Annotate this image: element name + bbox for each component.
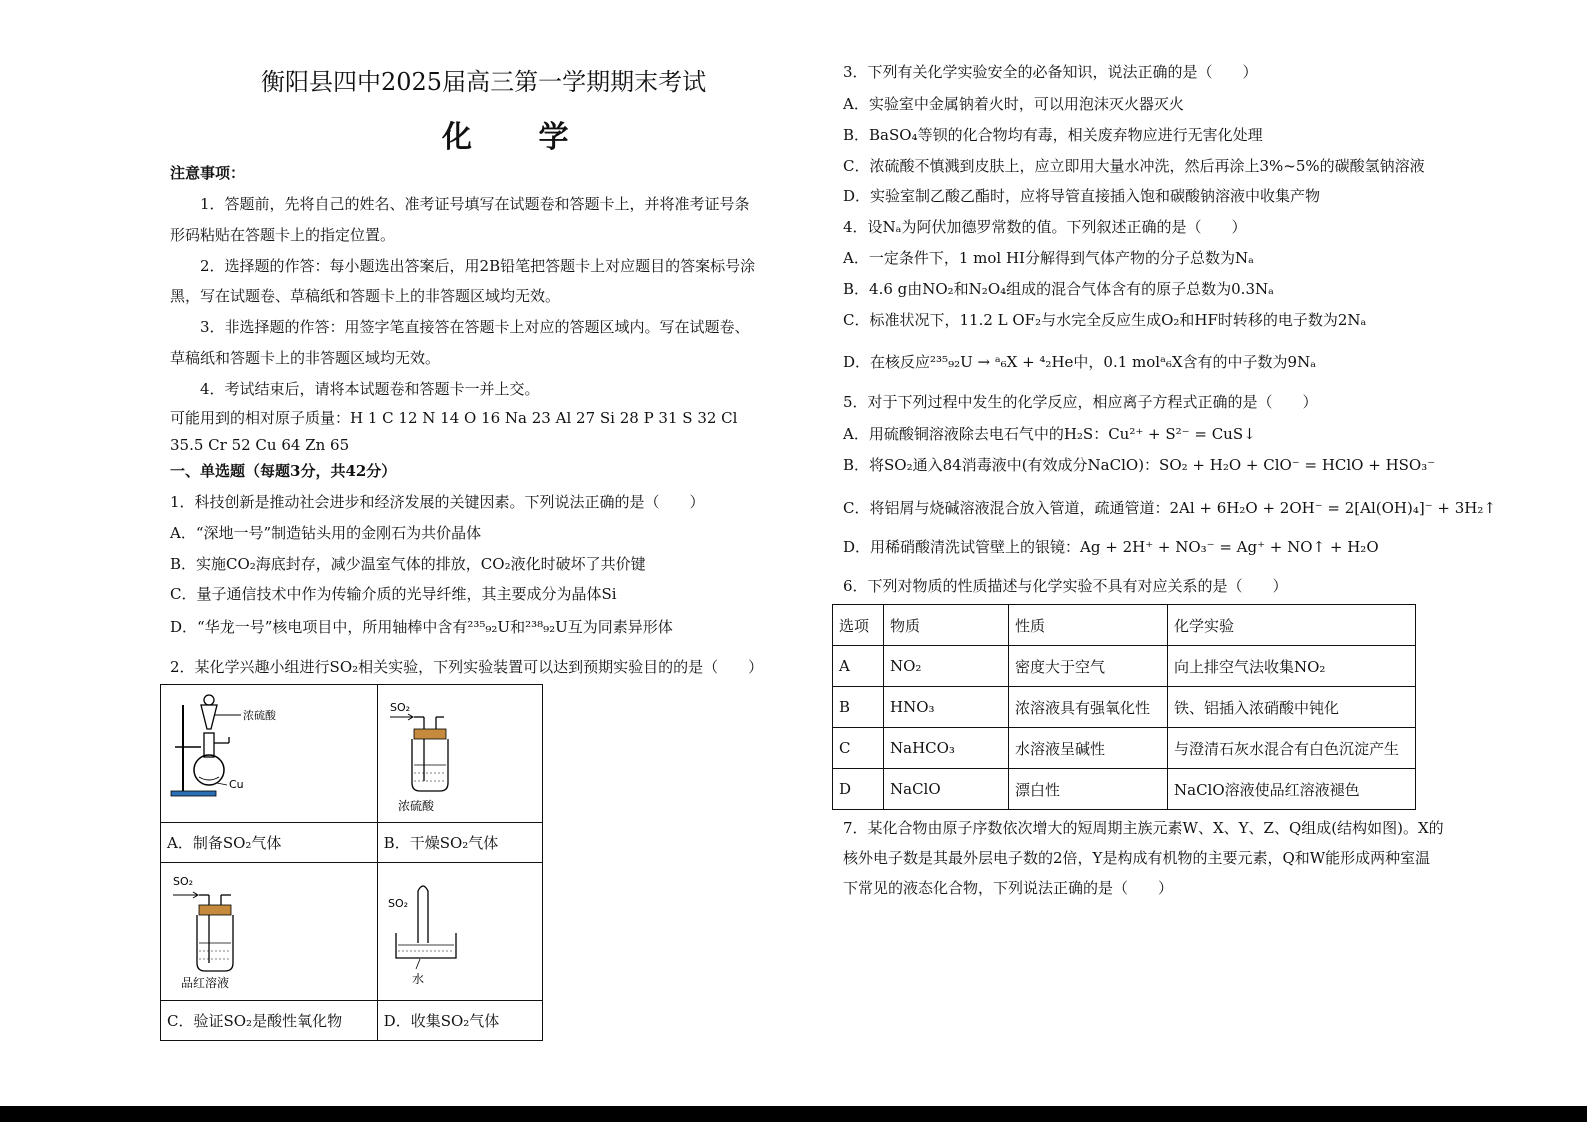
atomic-masses: 可能用到的相对原子质量：H 1 C 12 N 14 O 16 Na 23 Al 27 Si 28 P 31 S 32 Cl <box>170 409 738 427</box>
q6-header-substance: 物质 <box>884 605 1009 646</box>
q6-cell: 密度大于空气 <box>1009 646 1168 687</box>
q4-option-d: D．在核反应²³⁵₉₂U → ᵃ₆X + ⁴₂He中，0.1 molᵃ₆X含有的中子数为9Nₐ <box>843 353 1317 371</box>
q6-cell: NaClO溶液使品红溶液褪色 <box>1168 769 1416 810</box>
label-so2-d: SO₂ <box>387 897 408 910</box>
q5-option-d: D．用稀硝酸清洗试管壁上的银镜：Ag + 2H⁺ + NO₃⁻ = Ag⁺ + NO↑ + H₂O <box>843 538 1379 556</box>
q6-header-experiment: 化学实验 <box>1168 605 1416 646</box>
q1-option-d: D．“华龙一号”核电项目中，所用轴棒中含有²³⁵₉₂U和²³⁸₉₂U互为同素异形体 <box>170 618 673 636</box>
q4-option-b: B．4.6 g由NO₂和N₂O₄组成的混合气体含有的原子总数为0.3Nₐ <box>843 280 1274 298</box>
label-so2-c: SO₂ <box>173 875 194 888</box>
apparatus-c-figure <box>161 863 371 996</box>
q6-cell: 水溶液呈碱性 <box>1009 728 1168 769</box>
q2-apparatus-table <box>160 684 543 1041</box>
label-cu: Cu <box>229 778 244 791</box>
q6-cell: 漂白性 <box>1009 769 1168 810</box>
q1-option-a: A．“深地一号”制造钻头用的金刚石为共价晶体 <box>170 524 482 542</box>
q7-stem-line3: 下常见的液态化合物，下列说法正确的是（ ） <box>843 879 1174 897</box>
q2-cell-b-figure <box>377 685 542 823</box>
q2-option-b: B．干燥SO₂气体 <box>377 823 542 863</box>
q6-cell: A <box>833 646 884 687</box>
q7-stem-line2: 核外电子数是其最外层电子数的2倍，Y是构成有机物的主要元素，Q和W能形成两种室温 <box>843 849 1431 867</box>
notes-item: 黑，写在试题卷、草稿纸和答题卡上的非答题区域均无效。 <box>170 287 561 305</box>
q4-stem: 4．设Nₐ为阿伏加德罗常数的值。下列叙述正确的是（ ） <box>843 218 1247 236</box>
q6-cell: 浓溶液具有强氧化性 <box>1009 687 1168 728</box>
q6-header-property: 性质 <box>1009 605 1168 646</box>
apparatus-b-figure <box>378 685 538 818</box>
label-conc-h2so4: 浓硫酸 <box>243 709 276 722</box>
q2-cell-d-figure <box>377 863 542 1001</box>
q6-cell: B <box>833 687 884 728</box>
notes-item: 形码粘贴在答题卡上的指定位置。 <box>170 226 396 244</box>
notes-heading: 注意事项： <box>170 164 246 182</box>
q2-option-a: A．制备SO₂气体 <box>161 823 378 863</box>
notes-item: 1．答题前，先将自己的姓名、准考证号填写在试题卷和答题卡上，并将准考证号条 <box>200 195 750 213</box>
label-pinred: 品红溶液 <box>181 976 230 990</box>
q6-cell: D <box>833 769 884 810</box>
q3-stem: 3．下列有关化学实验安全的必备知识，说法正确的是（ ） <box>843 63 1258 81</box>
subject-title: 化 学 <box>442 120 597 155</box>
q4-option-a: A．一定条件下，1 mol HI分解得到气体产物的分子总数为Nₐ <box>843 249 1254 267</box>
q4-option-c: C．标准状况下，11.2 L OF₂与水完全反应生成O₂和HF时转移的电子数为2Nₐ <box>843 311 1367 329</box>
q6-cell: 铁、铝插入浓硝酸中钝化 <box>1168 687 1416 728</box>
label-dry-acid: 浓硫酸 <box>397 799 434 813</box>
q6-stem: 6．下列对物质的性质描述与化学实验不具有对应关系的是（ ） <box>843 577 1288 595</box>
q2-option-c: C．验证SO₂是酸性氧化物 <box>161 1001 378 1041</box>
q5-stem: 5．对于下列过程中发生的化学反应，相应离子方程式正确的是（ ） <box>843 393 1318 411</box>
page-bottom-border <box>0 1106 1587 1122</box>
notes-item: 4．考试结束后，请将本试题卷和答题卡一并上交。 <box>200 380 540 398</box>
q6-cell: 与澄清石灰水混合有白色沉淀产生 <box>1168 728 1416 769</box>
q2-cell-a-figure <box>161 685 378 823</box>
q6-header-option: 选项 <box>833 605 884 646</box>
q1-stem: 1．科技创新是推动社会进步和经济发展的关键因素。下列说法正确的是（ ） <box>170 493 705 511</box>
q3-option-b: B．BaSO₄等钡的化合物均有毒，相关废弃物应进行无害化处理 <box>843 126 1263 144</box>
q6-cell: 向上排空气法收集NO₂ <box>1168 646 1416 687</box>
atomic-masses-cont: 35.5 Cr 52 Cu 64 Zn 65 <box>170 436 350 454</box>
q6-cell: NaHCO₃ <box>884 728 1009 769</box>
q7-stem-line1: 7．某化合物由原子序数依次增大的短周期主族元素W、X、Y、Z、Q组成(结构如图)。X的 <box>843 819 1444 837</box>
q1-option-c: C．量子通信技术中作为传输介质的光导纤维，其主要成分为晶体Si <box>170 585 617 603</box>
q6-cell: C <box>833 728 884 769</box>
q6-table <box>832 604 1416 810</box>
q5-option-b: B．将SO₂通入84消毒液中(有效成分NaClO)：SO₂ + H₂O + ClO⁻ = HClO + HSO₃⁻ <box>843 456 1436 474</box>
label-so2-b: SO₂ <box>389 701 410 714</box>
notes-item: 草稿纸和答题卡上的非答题区域均无效。 <box>170 349 441 367</box>
section-title: 一、单选题（每题3分，共42分） <box>170 462 397 480</box>
label-water: 水 <box>411 972 424 986</box>
q2-option-d: D．收集SO₂气体 <box>377 1001 542 1041</box>
apparatus-d-figure <box>378 863 538 996</box>
q5-option-c: C．将铝屑与烧碱溶液混合放入管道，疏通管道：2Al + 6H₂O + 2OH⁻ = 2[Al(OH)₄]⁻ + 3H₂↑ <box>843 499 1496 517</box>
q2-stem: 2．某化学兴趣小组进行SO₂相关实验，下列实验装置可以达到预期实验目的的是（ ） <box>170 658 764 676</box>
q1-option-b: B．实施CO₂海底封存，减少温室气体的排放，CO₂液化时破坏了共价键 <box>170 555 646 573</box>
q3-option-c: C．浓硫酸不慎溅到皮肤上，应立即用大量水冲洗，然后再涂上3%~5%的碳酸氢钠溶液 <box>843 157 1425 175</box>
notes-item: 3．非选择题的作答：用签字笔直接答在答题卡上对应的答题区域内。写在试题卷、 <box>200 318 750 336</box>
q2-cell-c-figure <box>161 863 378 1001</box>
apparatus-a-figure <box>161 685 371 818</box>
q3-option-a: A．实验室中金属钠着火时，可以用泡沫灭火器灭火 <box>843 95 1184 113</box>
q6-cell: HNO₃ <box>884 687 1009 728</box>
exam-title: 衡阳县四中2025届高三第一学期期末考试 <box>261 68 707 96</box>
notes-item: 2．选择题的作答：每小题选出答案后，用2B铅笔把答题卡上对应题目的答案标号涂 <box>200 257 756 275</box>
q6-cell: NaClO <box>884 769 1009 810</box>
q6-cell: NO₂ <box>884 646 1009 687</box>
q5-option-a: A．用硫酸铜溶液除去电石气中的H₂S：Cu²⁺ + S²⁻ = CuS↓ <box>843 425 1256 443</box>
q3-option-d: D．实验室制乙酸乙酯时，应将导管直接插入饱和碳酸钠溶液中收集产物 <box>843 187 1321 205</box>
